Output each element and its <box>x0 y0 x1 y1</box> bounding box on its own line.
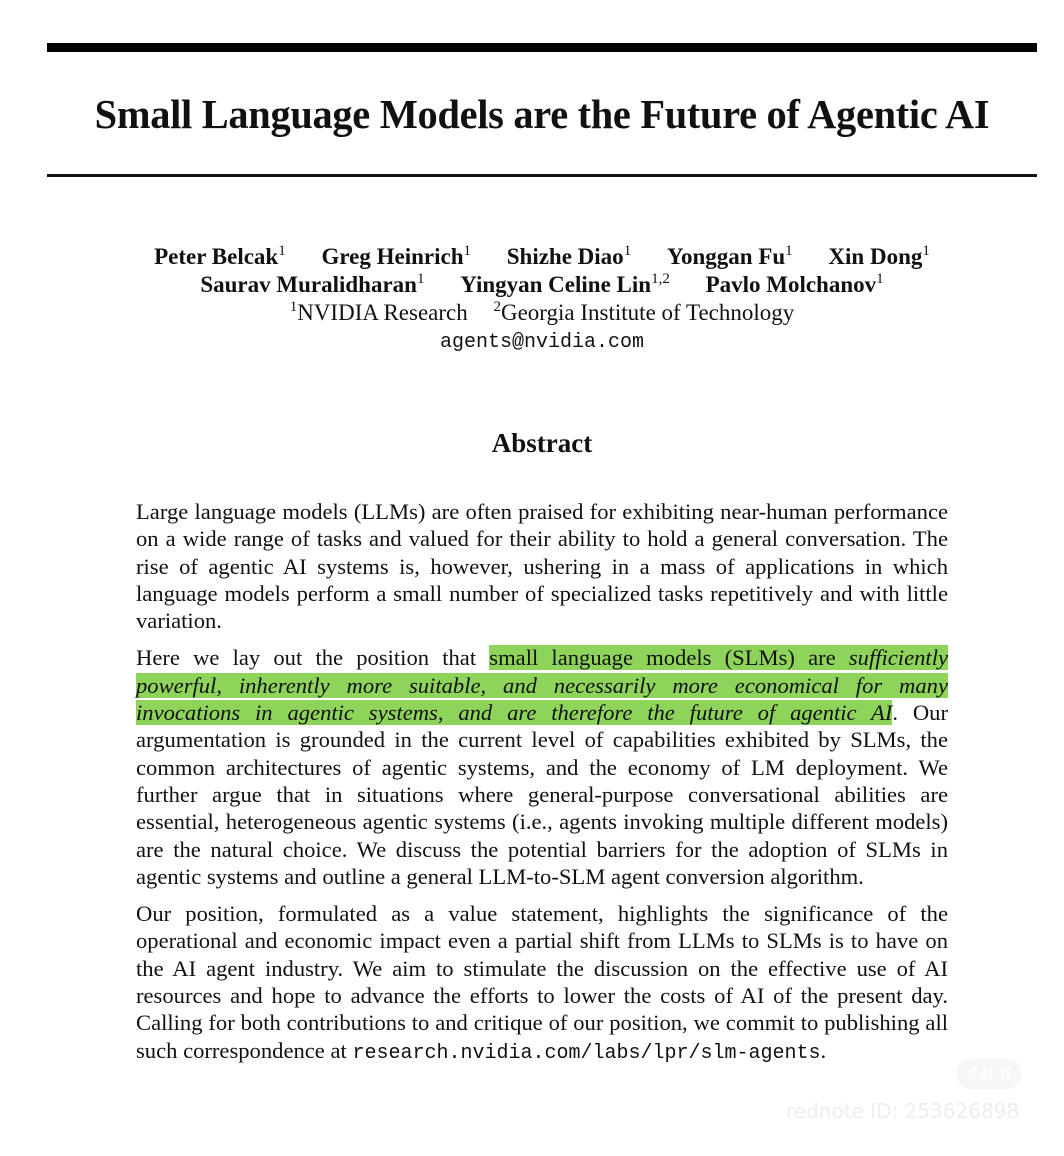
paragraph-text: . Our argumentation is grounded in the current level of capabilities exhibited by SLMs, the common architectures of agentic systems, and the economy of LM deployment. We further argue that in situations where general-purpose conversational abilities are essential, heterogeneous agentic systems (i.e., agents invoking multiple different models) are the natural choice. We discuss the potential barriers for the adoption of SLMs in agentic systems and outline a general LLM-to-SLM agent conversion algorithm. <box>136 700 948 889</box>
author-name: Greg Heinrich <box>321 244 464 269</box>
author <box>321 244 471 269</box>
paragraph-text: . <box>820 1037 827 1063</box>
affiliation-mark: 1 <box>922 243 930 259</box>
author <box>154 244 286 269</box>
author-name: Shizhe Diao <box>506 244 624 269</box>
abstract-paragraph-1: Large language models (LLMs) are often praised for exhibiting near-human performance on a wide range of tasks and valued for their ability to hold a general conversation. The rise of agentic AI systems is, however, ushering in a mass of applications in which language models perform a small number of specialized tasks repetitively and with little variation. <box>136 499 948 634</box>
affiliation-mark: 1 <box>463 243 471 259</box>
affiliation-mark: 1,2 <box>651 271 670 287</box>
title-bottom-rule <box>47 174 1037 177</box>
affiliation-name: Georgia Institute of Technology <box>500 300 795 325</box>
abstract-body <box>136 498 948 1077</box>
author-block <box>0 243 1064 357</box>
affiliation-name: NVIDIA Research <box>297 300 468 325</box>
project-url[interactable]: research.nvidia.com/labs/lpr/slm-agents <box>352 1041 821 1065</box>
paragraph-text: Here we lay out the position that <box>136 645 490 671</box>
highlight-italic-text: sufficiently powerful, inherently more suitable, and necessarily more economical for many invocations in agentic systems, and are therefore the future of agentic AI <box>136 645 948 726</box>
affiliation-mark: 1 <box>416 271 425 287</box>
author-name: Peter Belcak <box>154 244 279 269</box>
abstract-paragraph-3 <box>136 900 948 1067</box>
affiliation <box>493 300 794 325</box>
author <box>460 272 670 297</box>
author <box>706 272 884 297</box>
highlight-text: small language models (SLMs) are <box>489 645 849 671</box>
author <box>667 244 793 269</box>
authors-line-1 <box>0 243 1064 271</box>
affiliation-mark: 2 <box>493 299 501 315</box>
contact-email: agents@nvidia.com <box>439 331 645 354</box>
paragraph-text: Our position, formulated as a value statement, highlights the significance of the operational and economic impact even a partial shift from LLMs to SLMs is to have on the AI agent industry. We aim to stimulate the discussion on the effective use of AI resources and hope to advance the efforts to lower the costs of AI of the present day. Calling for both contributions to and critique of our position, we commit to publishing all such correspondence at <box>136 901 948 1063</box>
abstract-heading: Abstract <box>491 428 593 458</box>
affiliation <box>290 300 468 325</box>
affiliation-mark: 1 <box>289 299 298 315</box>
top-rule <box>47 43 1037 52</box>
affiliations <box>0 299 1064 327</box>
affiliation-mark: 1 <box>278 243 286 259</box>
affiliation-mark: 1 <box>785 243 793 259</box>
author-name: Saurav Muralidharan <box>200 272 417 297</box>
authors-line-2 <box>0 271 1064 299</box>
author-name: Yingyan Celine Lin <box>460 272 652 297</box>
author <box>200 272 424 297</box>
watermark-badge: 小红书 <box>956 1059 1022 1089</box>
author-name: Xin Dong <box>828 244 923 269</box>
abstract-paragraph-2 <box>136 644 948 890</box>
watermark-id: rednote ID: 253626898 <box>786 1099 1020 1123</box>
author <box>828 244 929 269</box>
affiliation-mark: 1 <box>876 271 884 287</box>
author <box>507 244 631 269</box>
paper-title: Small Language Models are the Future of Agentic AI <box>94 91 990 137</box>
author-name: Pavlo Molchanov <box>705 272 877 297</box>
affiliation-mark: 1 <box>623 243 632 259</box>
author-name: Yonggan Fu <box>666 244 786 269</box>
